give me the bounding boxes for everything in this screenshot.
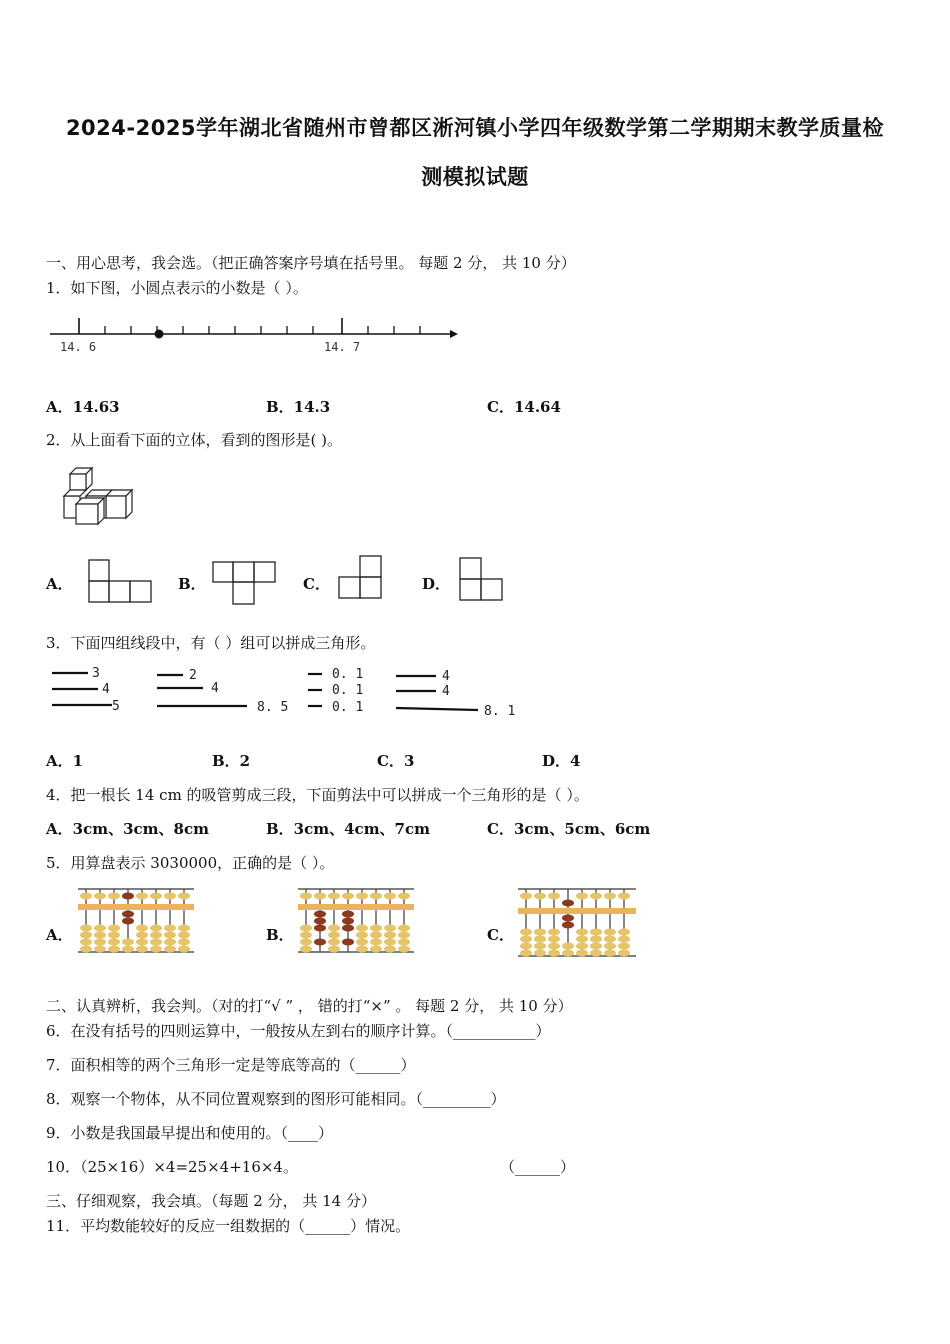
q7-text: 7．面积相等的两个三角形一定是等底等高的（______）: [46, 1056, 416, 1074]
q2-option-d-figure: [459, 556, 505, 602]
q5-abacus-b: [298, 886, 416, 956]
q5-text: 5．用算盘表示 3030000，正确的是（ ）。: [46, 854, 335, 872]
q3-g2-len3: 8. 5: [257, 700, 289, 715]
q10-answer-blank[interactable]: （______）: [500, 1158, 576, 1176]
q4-option-a: A．3cm、3cm、8cm: [46, 820, 209, 838]
q2-option-b-figure: [212, 560, 278, 606]
q3-option-a: A．1: [46, 752, 84, 770]
q1-text: 1．如下图，小圆点表示的小数是（ ）。: [46, 279, 308, 297]
q5-option-a-label: A．: [46, 926, 73, 944]
section2-heading: 二、认真辨析，我会判。（对的打“√ ” ， 错的打“×” 。 每题 2 分， 共 10 分）: [46, 997, 573, 1015]
q4-option-b: B．3cm、4cm、7cm: [266, 820, 431, 838]
q2-text: 2．从上面看下面的立体，看到的图形是( )。: [46, 431, 343, 449]
q11-text: 11．平均数能较好的反应一组数据的（______）情况。: [46, 1217, 411, 1235]
q3-g4-len2: 4: [442, 684, 450, 699]
q3-g4-len1: 4: [442, 669, 450, 684]
q3-g2-len2: 4: [211, 681, 219, 696]
q3-g4-len3: 8. 1: [484, 704, 516, 719]
q2-option-d-label: D．: [422, 575, 451, 593]
q2-option-c-label: C．: [303, 575, 330, 593]
section1-heading: 一、用心思考，我会选。（把正确答案序号填在括号里。 每题 2 分， 共 10 分）: [46, 254, 576, 272]
q1-number-line: [46, 312, 466, 360]
q2-option-a-figure: [88, 558, 154, 604]
q3-group-3: [306, 664, 376, 716]
q3-g1-len3: 5: [112, 699, 120, 714]
q3-g2-len1: 2: [189, 668, 197, 683]
q1-option-b: B．14.3: [266, 398, 331, 416]
q3-g3-len3: 0. 1: [332, 700, 364, 715]
q1-option-c: C．14.64: [487, 398, 561, 416]
q1-point-marker: [155, 330, 164, 339]
q3-option-c: C．3: [377, 752, 415, 770]
q3-text: 3．下面四组线段中，有（ ）组可以拼成三角形。: [46, 634, 376, 652]
q3-group-4: [394, 664, 516, 720]
q3-g1-len2: 4: [102, 682, 110, 697]
q5-option-c-label: C．: [487, 926, 514, 944]
q1-axis-right-label: 14. 7: [324, 340, 361, 354]
q10-text: 10．（25×16）×4=25×4+16×4。: [46, 1158, 298, 1176]
q9-text: 9．小数是我国最早提出和使用的。（____）: [46, 1124, 334, 1142]
q2-option-b-label: B．: [178, 575, 206, 593]
q1-option-a: A．14.63: [46, 398, 120, 416]
q2-option-c-figure: [338, 554, 384, 600]
q3-group-1: [50, 664, 130, 716]
q5-abacus-c: [518, 886, 638, 958]
q1-axis-left-label: 14. 6: [60, 340, 97, 354]
q3-option-b: B．2: [212, 752, 251, 770]
q2-option-a-label: A．: [46, 575, 73, 593]
q2-cube-solid: [60, 466, 140, 528]
q4-option-c: C．3cm、5cm、6cm: [487, 820, 651, 838]
page-title-line1: 2024-2025学年湖北省随州市曾都区淅河镇小学四年级数学第二学期期末教学质量检: [65, 116, 885, 140]
q3-g3-len1: 0. 1: [332, 667, 364, 682]
q3-group-2: [155, 664, 290, 716]
section3-heading: 三、仔细观察，我会填。（每题 2 分， 共 14 分）: [46, 1192, 376, 1210]
q3-g3-len2: 0. 1: [332, 683, 364, 698]
q5-abacus-a: [78, 886, 196, 956]
q6-text: 6．在没有括号的四则运算中，一般按从左到右的顺序计算。（___________）: [46, 1022, 551, 1040]
q8-text: 8．观察一个物体，从不同位置观察到的图形可能相同。（_________）: [46, 1090, 506, 1108]
q3-g1-len1: 3: [92, 666, 100, 681]
q4-text: 4．把一根长 14 cm 的吸管剪成三段，下面剪法中可以拼成一个三角形的是（ ）。: [46, 786, 589, 804]
page-title-line2: 测模拟试题: [421, 165, 529, 189]
q5-option-b-label: B．: [266, 926, 294, 944]
q3-option-d: D．4: [542, 752, 581, 770]
